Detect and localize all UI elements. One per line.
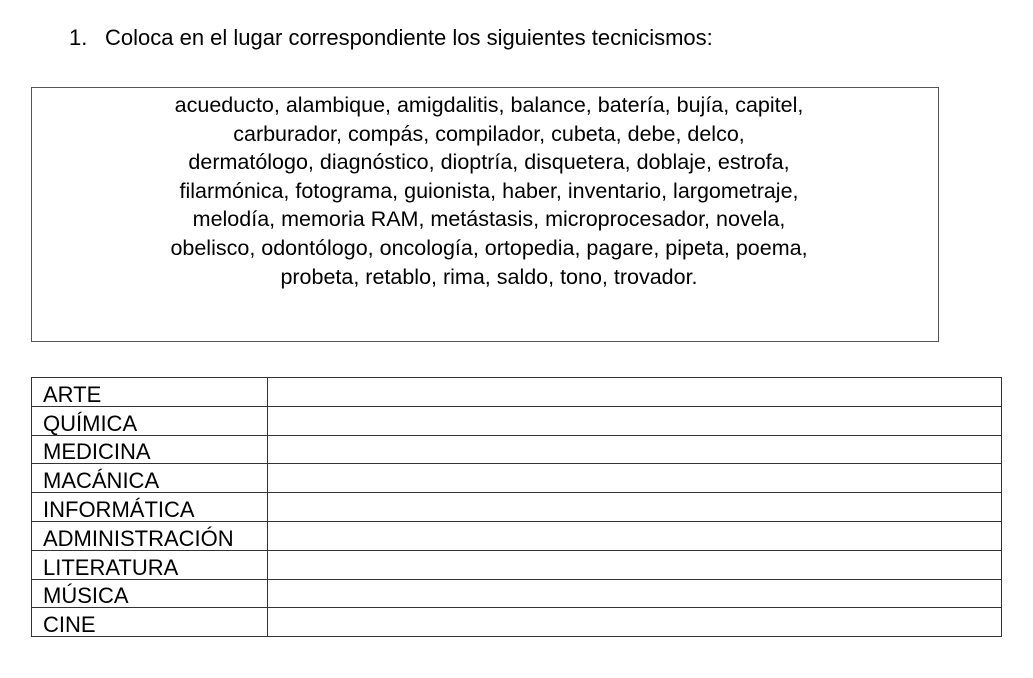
table-row [32, 378, 1002, 407]
table-row [32, 550, 1002, 579]
category-answer-cell[interactable] [268, 579, 1002, 608]
category-label: LITERATURA [32, 550, 268, 579]
word-bank-line: carburador, compás, compilador, cubeta, debe, delco, [233, 121, 745, 146]
category-answer-cell[interactable] [268, 493, 1002, 522]
word-bank-text [32, 91, 946, 291]
table-row [32, 579, 1002, 608]
word-bank-box [31, 87, 939, 342]
category-answer-cell[interactable] [268, 406, 1002, 435]
exercise-instruction [69, 25, 713, 51]
table-row [32, 521, 1002, 550]
category-label: MÚSICA [32, 579, 268, 608]
category-answer-cell[interactable] [268, 608, 1002, 637]
word-bank-line: dermatólogo, diagnóstico, dioptría, disquetera, doblaje, estrofa, [188, 150, 790, 175]
table-row [32, 608, 1002, 637]
category-answer-cell[interactable] [268, 378, 1002, 407]
word-bank-line: obelisco, odontólogo, oncología, ortopedia, pagare, pipeta, poema, [170, 235, 808, 260]
category-label: QUÍMICA [32, 406, 268, 435]
category-label: MEDICINA [32, 435, 268, 464]
word-bank-line: melodía, memoria RAM, metástasis, microprocesador, novela, [192, 207, 786, 232]
category-label: CINE [32, 608, 268, 637]
category-label: INFORMÁTICA [32, 493, 268, 522]
category-answer-cell[interactable] [268, 521, 1002, 550]
category-label: MACÁNICA [32, 464, 268, 493]
table-row [32, 464, 1002, 493]
category-label: ARTE [32, 378, 268, 407]
table-row [32, 406, 1002, 435]
word-bank-line: acueducto, alambique, amigdalitis, balance, batería, bujía, capitel, [174, 93, 804, 117]
exercise-instruction-text: Coloca en el lugar correspondiente los siguientes tecnicismos: [105, 25, 713, 50]
word-bank-line: probeta, retablo, rima, saldo, tono, trovador. [280, 264, 698, 289]
category-label: ADMINISTRACIÓN [32, 521, 268, 550]
category-answer-cell[interactable] [268, 550, 1002, 579]
category-answer-cell[interactable] [268, 435, 1002, 464]
exercise-number: 1. [69, 25, 88, 50]
word-bank-line: filarmónica, fotograma, guionista, haber, inventario, largometraje, [179, 178, 799, 203]
category-table [31, 377, 1002, 637]
table-row [32, 493, 1002, 522]
table-row [32, 435, 1002, 464]
category-answer-cell[interactable] [268, 464, 1002, 493]
